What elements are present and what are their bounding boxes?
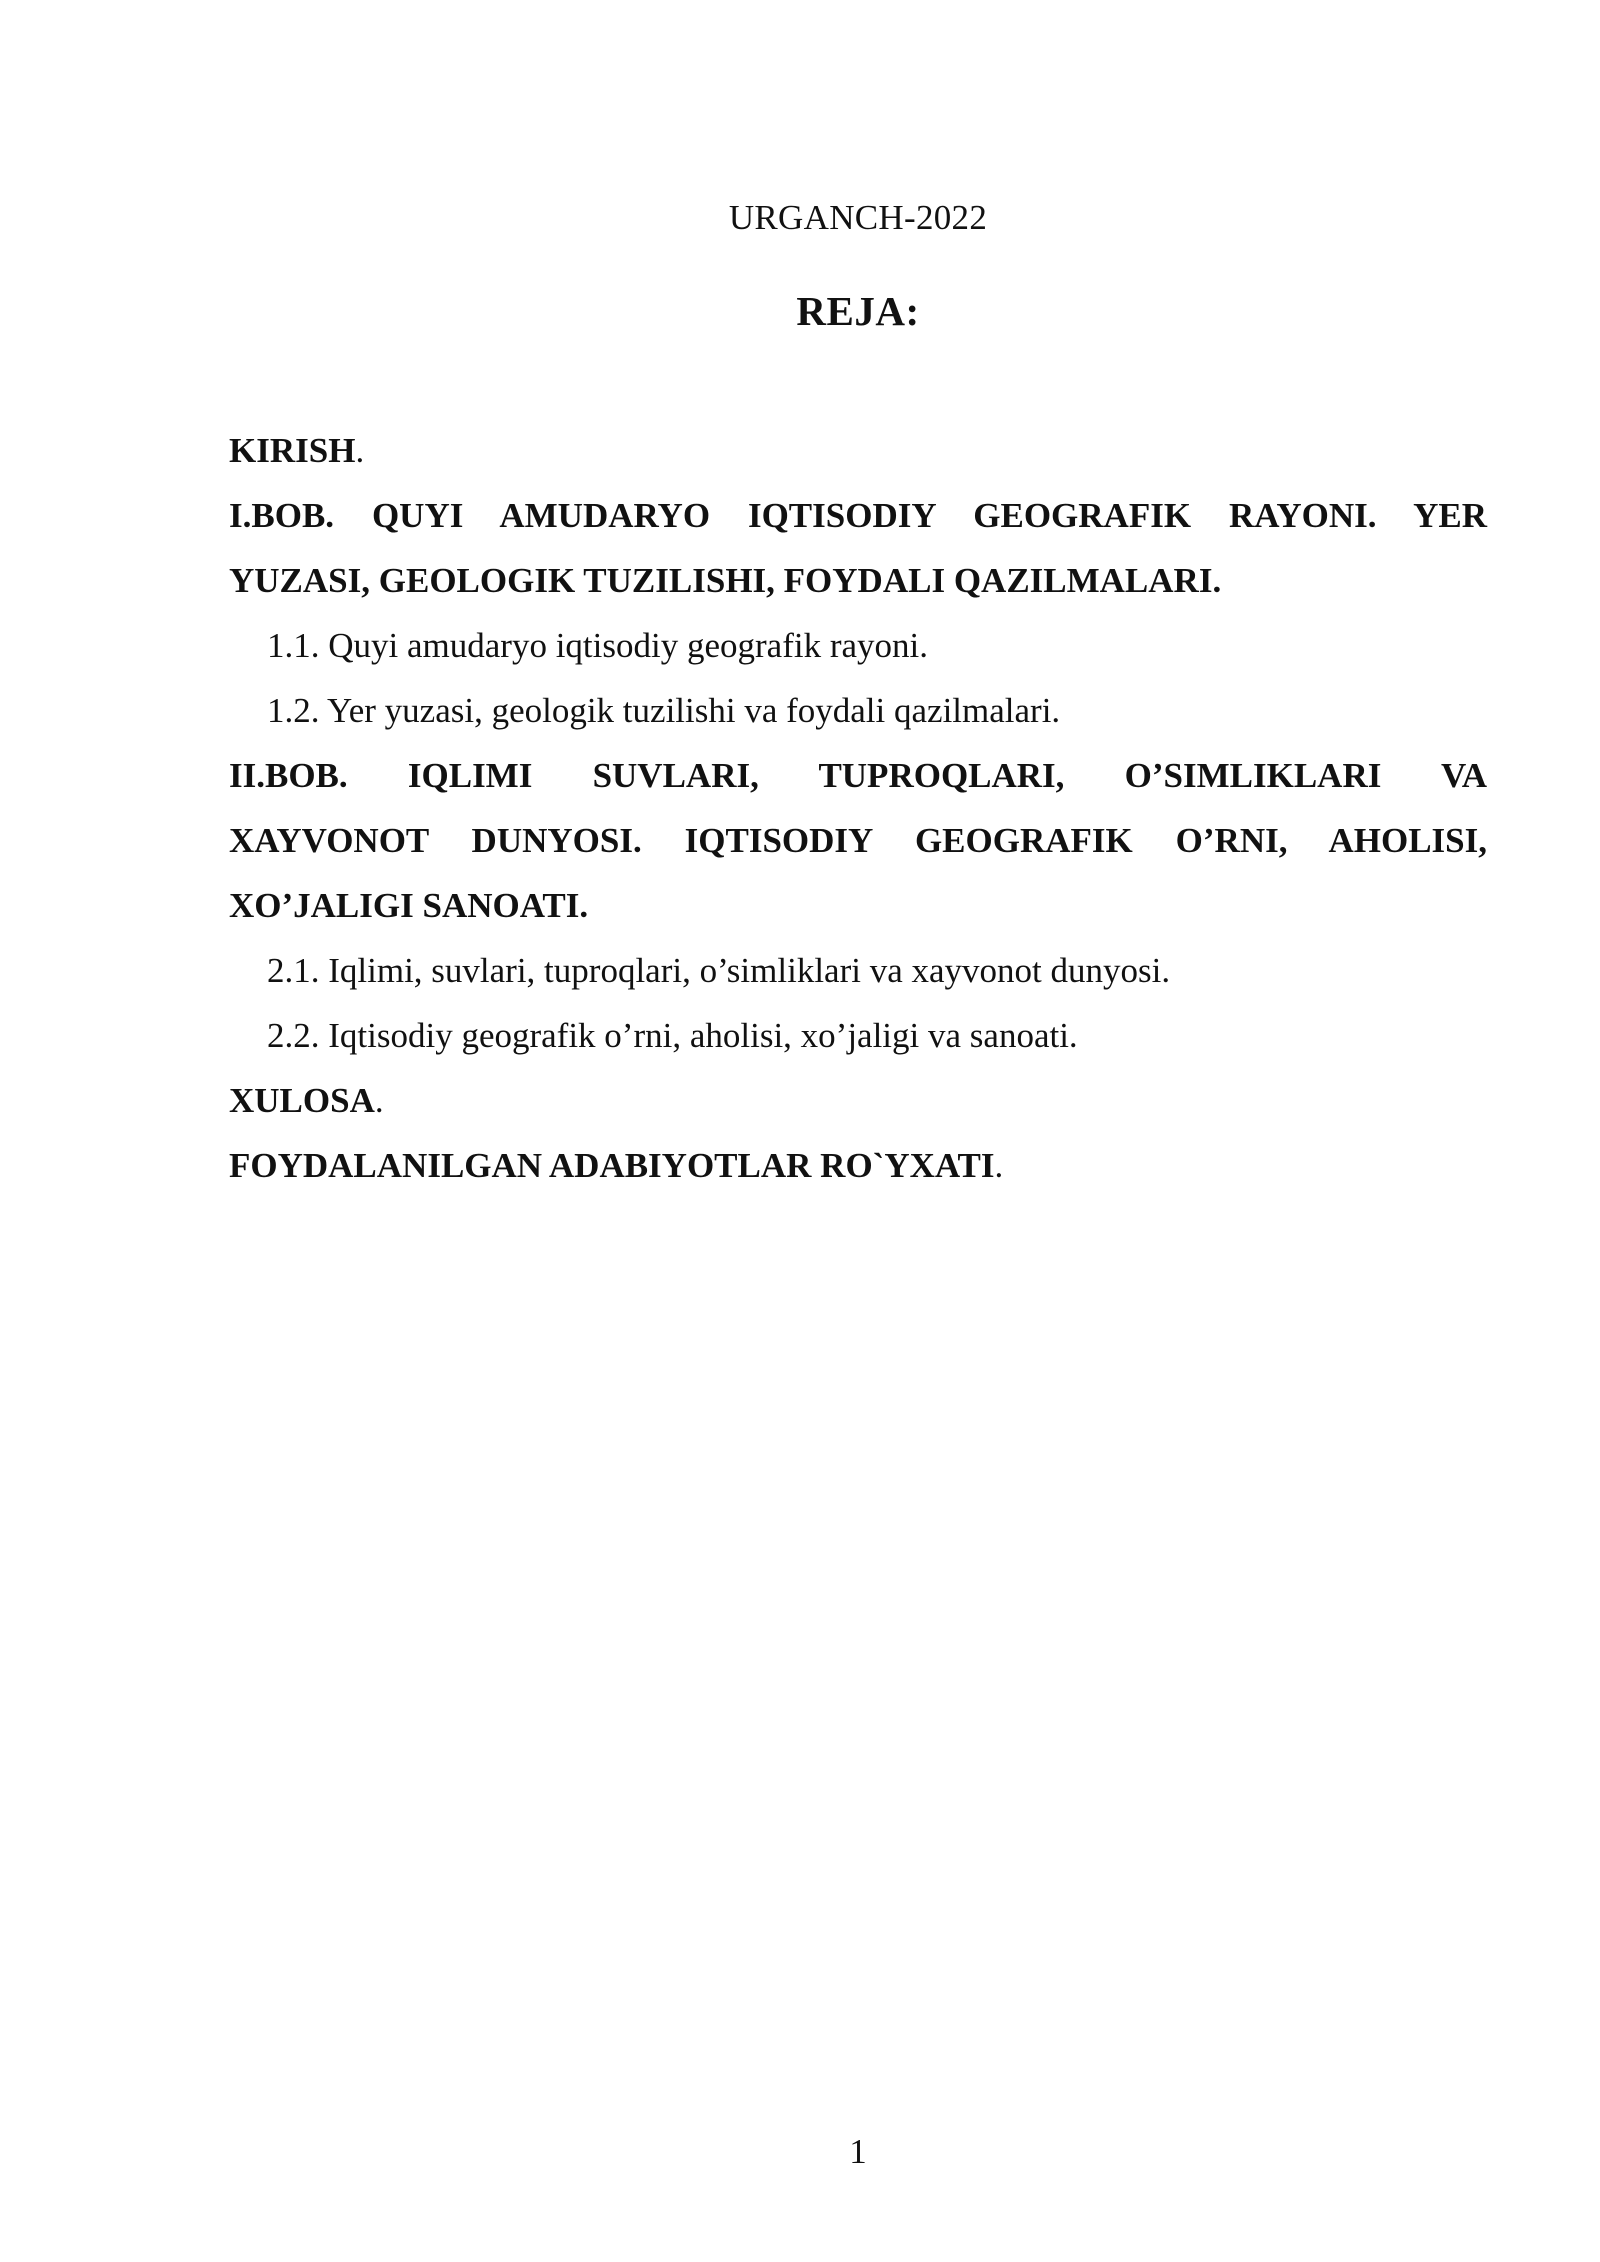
toc-conclusion xyxy=(229,1068,1487,1133)
toc-references-label: FOYDALANILGAN ADABIYOTLAR RO`YXATI xyxy=(229,1146,995,1185)
table-of-contents xyxy=(229,418,1487,1198)
toc-intro-label: KIRISH xyxy=(229,431,356,470)
toc-chapter2-line2: XAYVONOT DUNYOSI. IQTISODIY GEOGRAFIK O’RNI, AHOLISI, xyxy=(229,821,1487,860)
toc-conclusion-label: XULOSA xyxy=(229,1081,375,1120)
toc-references-punct: . xyxy=(994,1146,1004,1185)
toc-chapter2-line3: XO’JALIGI SANOATI. xyxy=(229,886,589,925)
toc-intro-punct: . xyxy=(355,431,365,470)
toc-conclusion-punct: . xyxy=(374,1081,384,1120)
toc-chapter1-line2: YUZASI, GEOLOGIK TUZILISHI, FOYDALI QAZILMALARI. xyxy=(229,561,1222,600)
toc-section-2-2: 2.2. Iqtisodiy geografik o’rni, aholisi, xo’jaligi va sanoati. xyxy=(267,1016,1078,1055)
toc-chapter2-line1: II.BOB. IQLIMI SUVLARI, TUPROQLARI, O’SIMLIKLARI VA xyxy=(229,756,1487,795)
page-number: 1 xyxy=(849,2132,867,2171)
toc-chapter1-line1: I.BOB. QUYI AMUDARYO IQTISODIY GEOGRAFIK RAYONI. YER xyxy=(229,496,1487,535)
plan-title: REJA: xyxy=(796,288,920,334)
city-year-heading: URGANCH-2022 xyxy=(728,198,988,237)
toc-section-1-2: 1.2. Yer yuzasi, geologik tuzilishi va foydali qazilmalari. xyxy=(267,691,1061,730)
toc-section-1-1: 1.1. Quyi amudaryo iqtisodiy geografik rayoni. xyxy=(267,626,928,665)
toc-references xyxy=(229,1133,1487,1198)
toc-intro xyxy=(229,418,1487,483)
toc-section-2-1: 2.1. Iqlimi, suvlari, tuproqlari, o’simliklari va xayvonot dunyosi. xyxy=(267,951,1171,990)
